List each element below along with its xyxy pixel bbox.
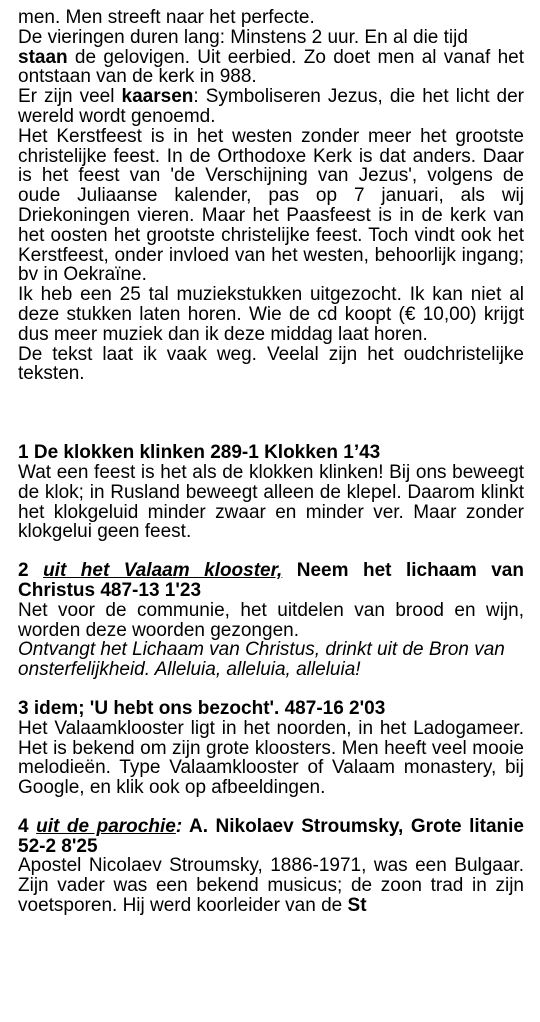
text-run: Apostel Nicolaev Stroumsky, 1886-1971, was een Bulgaar. Zijn vader was een bekend musicus; de zoon trad in zijn voetsporen. Hij werd koorleider van de [18, 855, 524, 917]
section-colon: : [175, 815, 183, 837]
section-2 [18, 561, 524, 680]
section-title: Neem het lichaam van Christus 487-13 1'23 [18, 560, 524, 601]
intro-paragraph-1: men. Men streeft naar het perfecte. [18, 7, 315, 28]
spacer [18, 798, 524, 817]
bold-word-kaarsen: kaarsen [121, 86, 194, 108]
intro-paragraph-6: De tekst laat ik vaak weg. Veelal zijn het oudchristelijke teksten. [18, 343, 524, 385]
section-body [18, 856, 524, 915]
section-1 [18, 443, 524, 542]
bold-word-st: St [347, 895, 367, 917]
text-run: De vieringen duren lang: Minstens 2 uur. En al die tijd [18, 26, 468, 48]
section-title: A. Nikolaev Stroumsky, Grote litanie 52-2 8'25 [18, 815, 524, 857]
spacer [18, 680, 524, 699]
intro-paragraph-2 [18, 28, 524, 87]
bold-word-staan: staan [18, 46, 68, 68]
section-body: Net voor de communie, het uitdelen van brood en wijn, worden deze woorden gezongen. [18, 599, 524, 641]
section-heading: 1 De klokken klinken 289-1 Klokken 1’43 [18, 442, 381, 464]
section-source: uit de parochie [36, 815, 176, 837]
section-quote: Ontvangt het Lichaam van Christus, drinkt uit de Bron van onsterfelijkheid. Alleluia, alleluia, alleluia! [18, 639, 505, 681]
text-run: Er zijn veel [18, 86, 122, 108]
section-body: Het Valaamklooster ligt in het noorden, in het Ladogameer. Het is bekend om zijn grote kloosters. Men heeft veel mooie melodieën. Type Valaamklooster of Valaam monastery, bij Google, en klik ook op afbeeldingen. [18, 717, 524, 799]
intro-paragraph-3 [18, 87, 524, 127]
text-run: de gelovigen. Uit eerbied. Zo doet men al vanaf het ontstaan van de kerk in 988. [18, 46, 524, 88]
section-number: 2 [18, 560, 44, 582]
section-heading [18, 561, 524, 601]
section-3 [18, 699, 524, 798]
intro-paragraph-5: Ik heb een 25 tal muziekstukken uitgezocht. Ik kan niet al deze stukken laten horen. Wie de cd koopt (€ 10,00) krijgt dus meer muziek dan ik deze middag laat horen. [18, 284, 524, 345]
spacer [18, 542, 524, 561]
section-body: Wat een feest is het als de klokken klinken! Bij ons beweegt de klok; in Rusland beweegt alleen de klepel. Daarom klinkt het klokgeluid minder zwaar en minder ver. Maar zonder klokgelui geen feest. [18, 461, 524, 543]
spacer [18, 384, 524, 443]
intro-paragraph-4: Het Kerstfeest is in het westen zonder meer het grootste christelijke feest. In de Orthodoxe Kerk is dat anders. Daar is het feest van 'de Verschijning van Jezus', volgens de oude Juliaanse kalender, pas op 7 januari, als wij Driekoningen vieren. Maar het Paasfeest is in de kerk van het oosten het grootste christelijke feest. Toch vindt ook het Kerstfeest, onder invloed van het westen, behoorlijk ingang; bv in Oekraïne. [18, 125, 524, 286]
section-number: 4 [18, 815, 37, 837]
section-heading [18, 817, 524, 857]
section-4 [18, 817, 524, 916]
text-run: : Symboliseren Jezus, die het licht der wereld wordt genoemd. [18, 86, 524, 127]
section-source: uit het Valaam klooster, [43, 560, 283, 582]
section-heading: 3 idem; 'U hebt ons bezocht'. 487-16 2'03 [18, 697, 386, 719]
